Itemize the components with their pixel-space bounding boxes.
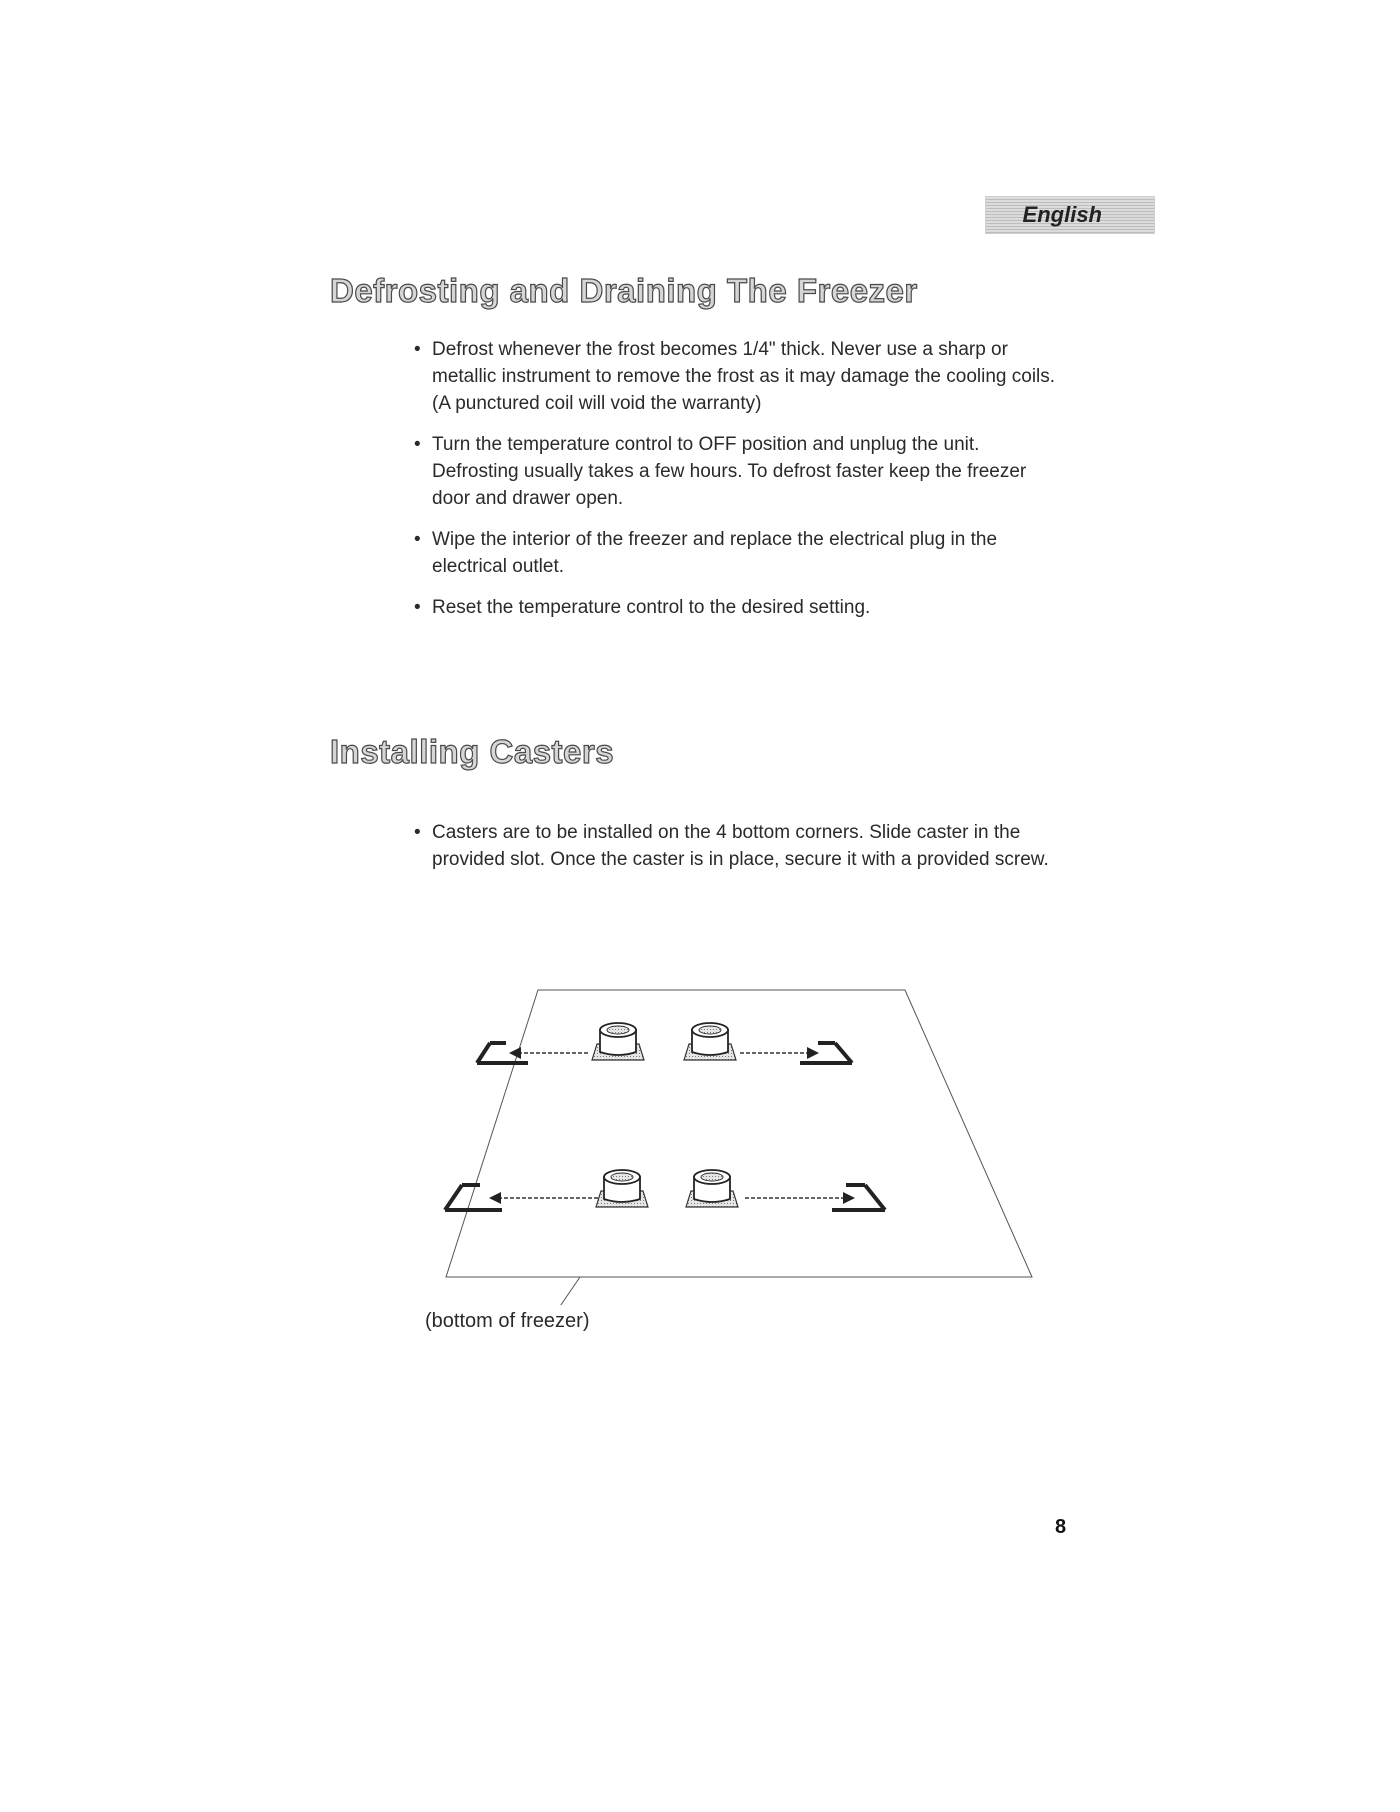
- defrosting-instructions-list: [418, 336, 1063, 635]
- language-tab: [985, 196, 1155, 234]
- page-number: 8: [1055, 1516, 1067, 1538]
- caster-instructions-list: [418, 819, 1063, 887]
- list-item: • Turn the temperature control to OFF position and unplug the unit. Defrosting usually takes a few hours. To defrost faster keep the freezer door and drawer open.: [418, 431, 1063, 512]
- list-item: • Wipe the interior of the freezer and replace the electrical plug in the electrical outlet.: [418, 526, 1063, 580]
- list-item: • Reset the temperature control to the desired setting.: [418, 594, 1063, 621]
- caster-bottom-right: [686, 1170, 738, 1207]
- corner-bracket-bottom-right: [832, 1185, 885, 1210]
- section-heading-defrosting: Defrosting and Draining The Freezer: [330, 272, 918, 309]
- diagram-caption: (bottom of freezer): [425, 1310, 590, 1332]
- list-item: • Defrost whenever the frost becomes 1/4" thick. Never use a sharp or metallic instrument to remove the frost as it may damage the cooling coils. (A punctured coil will void the warranty): [418, 336, 1063, 417]
- caster-top-right: [684, 1023, 736, 1060]
- caster-top-left: [592, 1023, 644, 1060]
- section-heading-casters: Installing Casters: [330, 733, 615, 770]
- list-item: • Casters are to be installed on the 4 bottom corners. Slide caster in the provided slot. Once the caster is in place, secure it with a provided screw.: [418, 819, 1063, 873]
- freezer-bottom-outline: [446, 990, 1032, 1305]
- caster-installation-diagram: [440, 985, 1040, 1305]
- language-label: English: [1022, 202, 1102, 227]
- caster-bottom-left: [596, 1170, 648, 1207]
